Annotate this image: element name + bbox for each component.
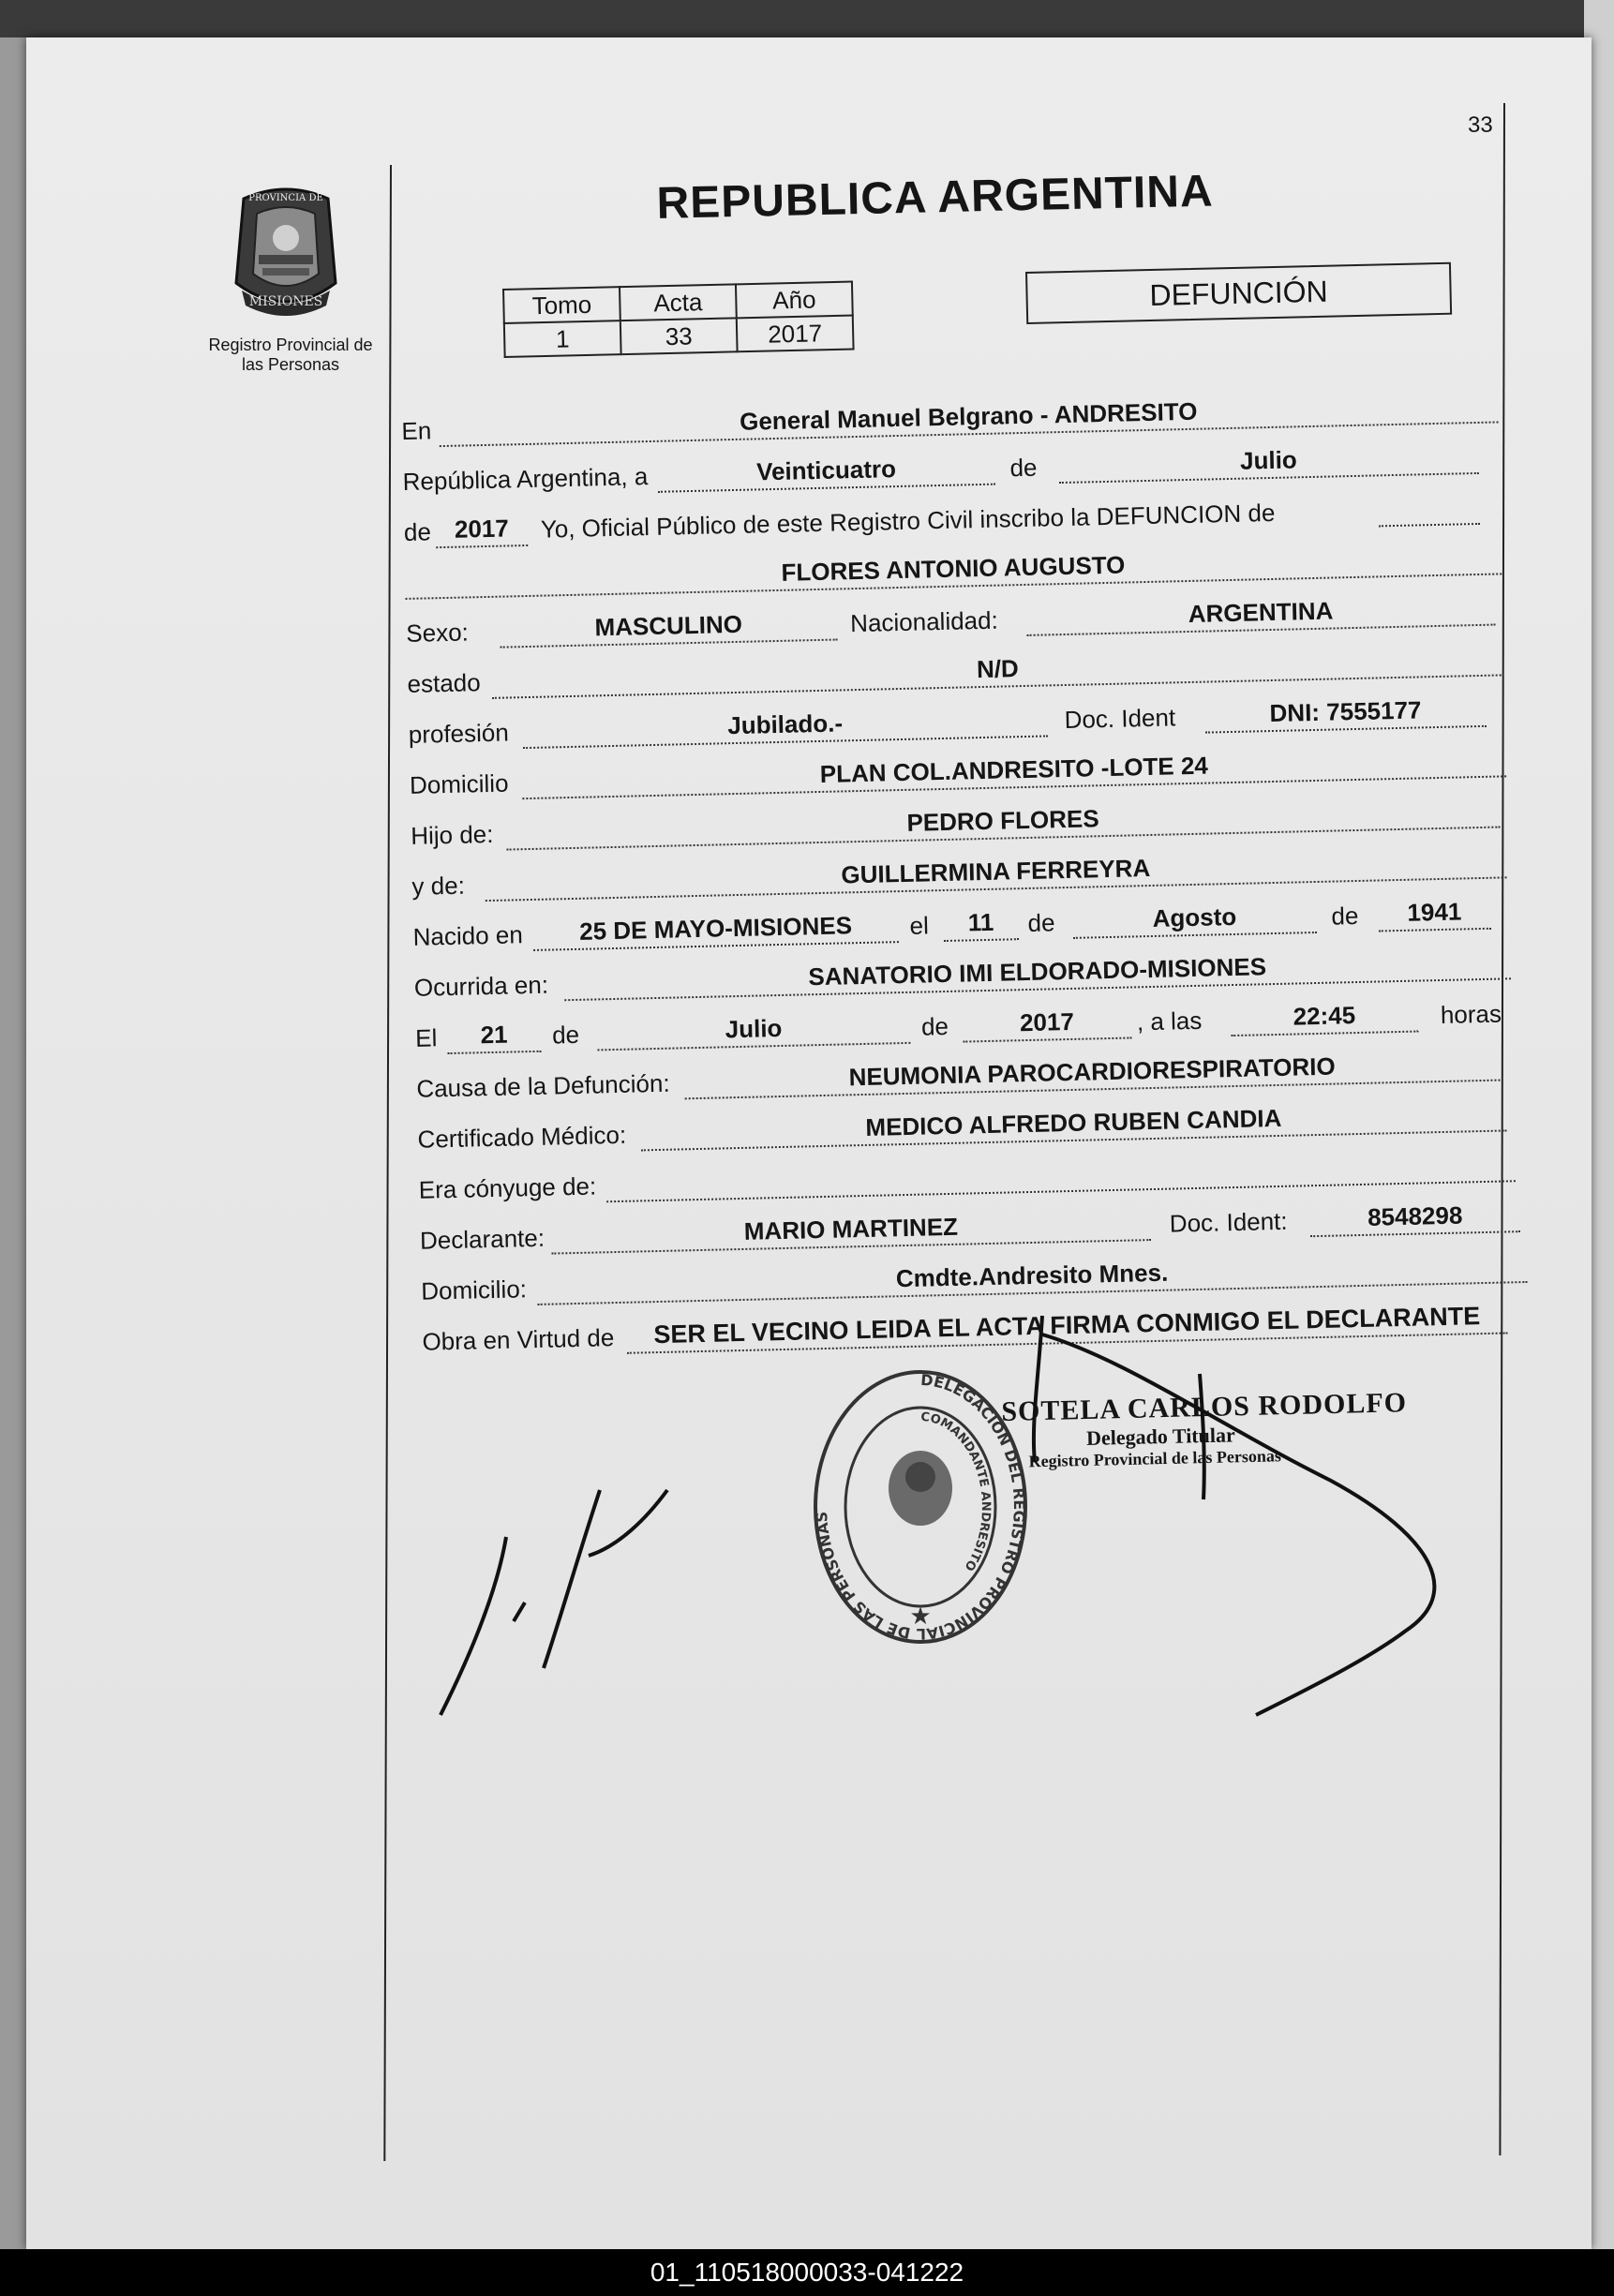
value-hijo: PEDRO FLORES xyxy=(906,804,1099,837)
signatory-role: Delegado Titular xyxy=(1085,1423,1235,1450)
register-value-row xyxy=(504,316,854,357)
label-declarante-doc: Doc. Ident: xyxy=(1169,1206,1288,1238)
label-ocurrida: Ocurrida en: xyxy=(413,970,549,1002)
label-nacionalidad: Nacionalidad: xyxy=(849,605,999,638)
value-death-year: 2017 xyxy=(1019,1006,1075,1037)
signatory-name: SOTELA CARLOS RODOLFO xyxy=(1001,1387,1408,1427)
province-seal-logo xyxy=(225,180,347,321)
register-value-acta: 33 xyxy=(620,318,738,354)
label-republica: República Argentina, a xyxy=(402,462,649,496)
label-causa: Causa de la Defunción: xyxy=(416,1068,670,1103)
value-year: 2017 xyxy=(454,514,510,544)
text-oficial: Yo, Oficial Público de este Registro Civil inscribo la DEFUNCION de xyxy=(540,498,1276,544)
value-causa: NEUMONIA PAROCARDIORESPIRATORIO xyxy=(848,1051,1336,1092)
value-birth-year: 1941 xyxy=(1407,897,1462,927)
label-birth-de-1: de xyxy=(1027,908,1055,937)
value-obra: SER EL VECINO LEIDA EL ACTA FIRMA CONMIGO EL DECLARANTE xyxy=(653,1302,1481,1349)
value-day: Veinticuatro xyxy=(755,455,897,486)
value-month: Julio xyxy=(1239,445,1298,475)
registry-stamp xyxy=(808,1348,1033,1647)
register-table xyxy=(502,281,855,358)
stamp-inner-text: COMANDANTE ANDRESITO xyxy=(919,1409,993,1573)
label-conyuge: Era cónyuge de: xyxy=(418,1171,597,1204)
stamp-outer-text: DELEGACION DEL REGISTRO PROVINCIAL DE LAS PERSONAS xyxy=(812,1370,1029,1644)
value-death-month: Julio xyxy=(725,1013,783,1044)
value-declarante: MARIO MARTINEZ xyxy=(743,1212,959,1245)
value-certificado: MEDICO ALFREDO RUBEN CANDIA xyxy=(865,1103,1282,1141)
label-de-1: de xyxy=(1009,453,1038,483)
label-hijo: Hijo de: xyxy=(410,819,494,850)
value-yde: GUILLERMINA FERREYRA xyxy=(841,853,1151,889)
page-number: 33 xyxy=(1468,112,1493,138)
value-sexo: MASCULINO xyxy=(594,609,743,642)
register-header-ano: Año xyxy=(736,282,853,319)
value-en: General Manuel Belgrano - ANDRESITO xyxy=(739,396,1198,436)
value-declarante-domicilio: Cmdte.Andresito Mnes. xyxy=(895,1258,1169,1293)
value-name: FLORES ANTONIO AUGUSTO xyxy=(781,550,1126,587)
svg-text:★: ★ xyxy=(909,1602,932,1630)
value-death-time: 22:45 xyxy=(1293,1001,1356,1031)
label-certificado: Certificado Médico: xyxy=(417,1120,627,1154)
act-type-box: DEFUNCIÓN xyxy=(1025,262,1452,324)
label-profesion: profesión xyxy=(408,718,510,749)
label-El: El xyxy=(414,1023,438,1052)
label-yde: y de: xyxy=(411,871,466,901)
label-sexo: Sexo: xyxy=(406,618,470,648)
value-ocurrida: SANATORIO IMI ELDORADO-MISIONES xyxy=(808,952,1267,991)
signature-block xyxy=(1001,1387,1408,1472)
value-birth-day: 11 xyxy=(967,907,994,937)
label-de-2: de xyxy=(403,517,432,546)
label-death-de-1: de xyxy=(551,1020,580,1050)
label-domicilio: Domicilio xyxy=(409,768,509,799)
label-a-las: , a las xyxy=(1136,1006,1203,1036)
value-domicilio: PLAN COL.ANDRESITO -LOTE 24 xyxy=(819,751,1209,788)
background-left-edge xyxy=(0,37,28,2249)
label-birth-de-2: de xyxy=(1331,901,1359,931)
background-top xyxy=(0,0,1614,41)
register-value-ano: 2017 xyxy=(737,316,854,352)
logo-caption: Registro Provincial de las Personas xyxy=(208,335,373,374)
svg-text:PROVINCIA DE: PROVINCIA DE xyxy=(248,193,323,203)
value-declarante-doc: 8548298 xyxy=(1367,1200,1463,1231)
label-el: el xyxy=(909,911,930,940)
value-estado: N/D xyxy=(976,654,1020,684)
label-horas: horas xyxy=(1440,999,1502,1030)
register-value-tomo: 1 xyxy=(504,321,621,357)
svg-text:MISIONES: MISIONES xyxy=(248,294,323,309)
value-profesion: Jubilado.- xyxy=(726,708,844,740)
register-header-tomo: Tomo xyxy=(503,287,620,323)
document-footer-id: 01_110518000033-041222 xyxy=(0,2249,1614,2296)
label-death-de-2: de xyxy=(920,1011,949,1041)
field-after-oficial xyxy=(1378,487,1480,527)
label-doc-ident: Doc. Ident xyxy=(1064,703,1176,735)
value-nacido: 25 DE MAYO-MISIONES xyxy=(578,911,853,946)
label-en: En xyxy=(401,416,432,445)
label-obra: Obra en Virtud de xyxy=(422,1323,615,1356)
signatory-institution: Registro Provincial de las Personas xyxy=(1028,1446,1282,1471)
label-declarante: Declarante: xyxy=(419,1223,545,1255)
value-nacionalidad: ARGENTINA xyxy=(1188,596,1334,628)
page-title: REPUBLICA ARGENTINA xyxy=(656,166,1215,229)
value-birth-month: Agosto xyxy=(1152,902,1237,932)
label-estado: estado xyxy=(407,668,481,698)
register-header-acta: Acta xyxy=(620,284,737,321)
value-doc-ident: DNI: 7555177 xyxy=(1269,695,1422,728)
label-declarante-domicilio: Domicilio: xyxy=(420,1275,528,1305)
value-death-day: 21 xyxy=(480,1020,508,1050)
label-nacido: Nacido en xyxy=(412,920,524,951)
